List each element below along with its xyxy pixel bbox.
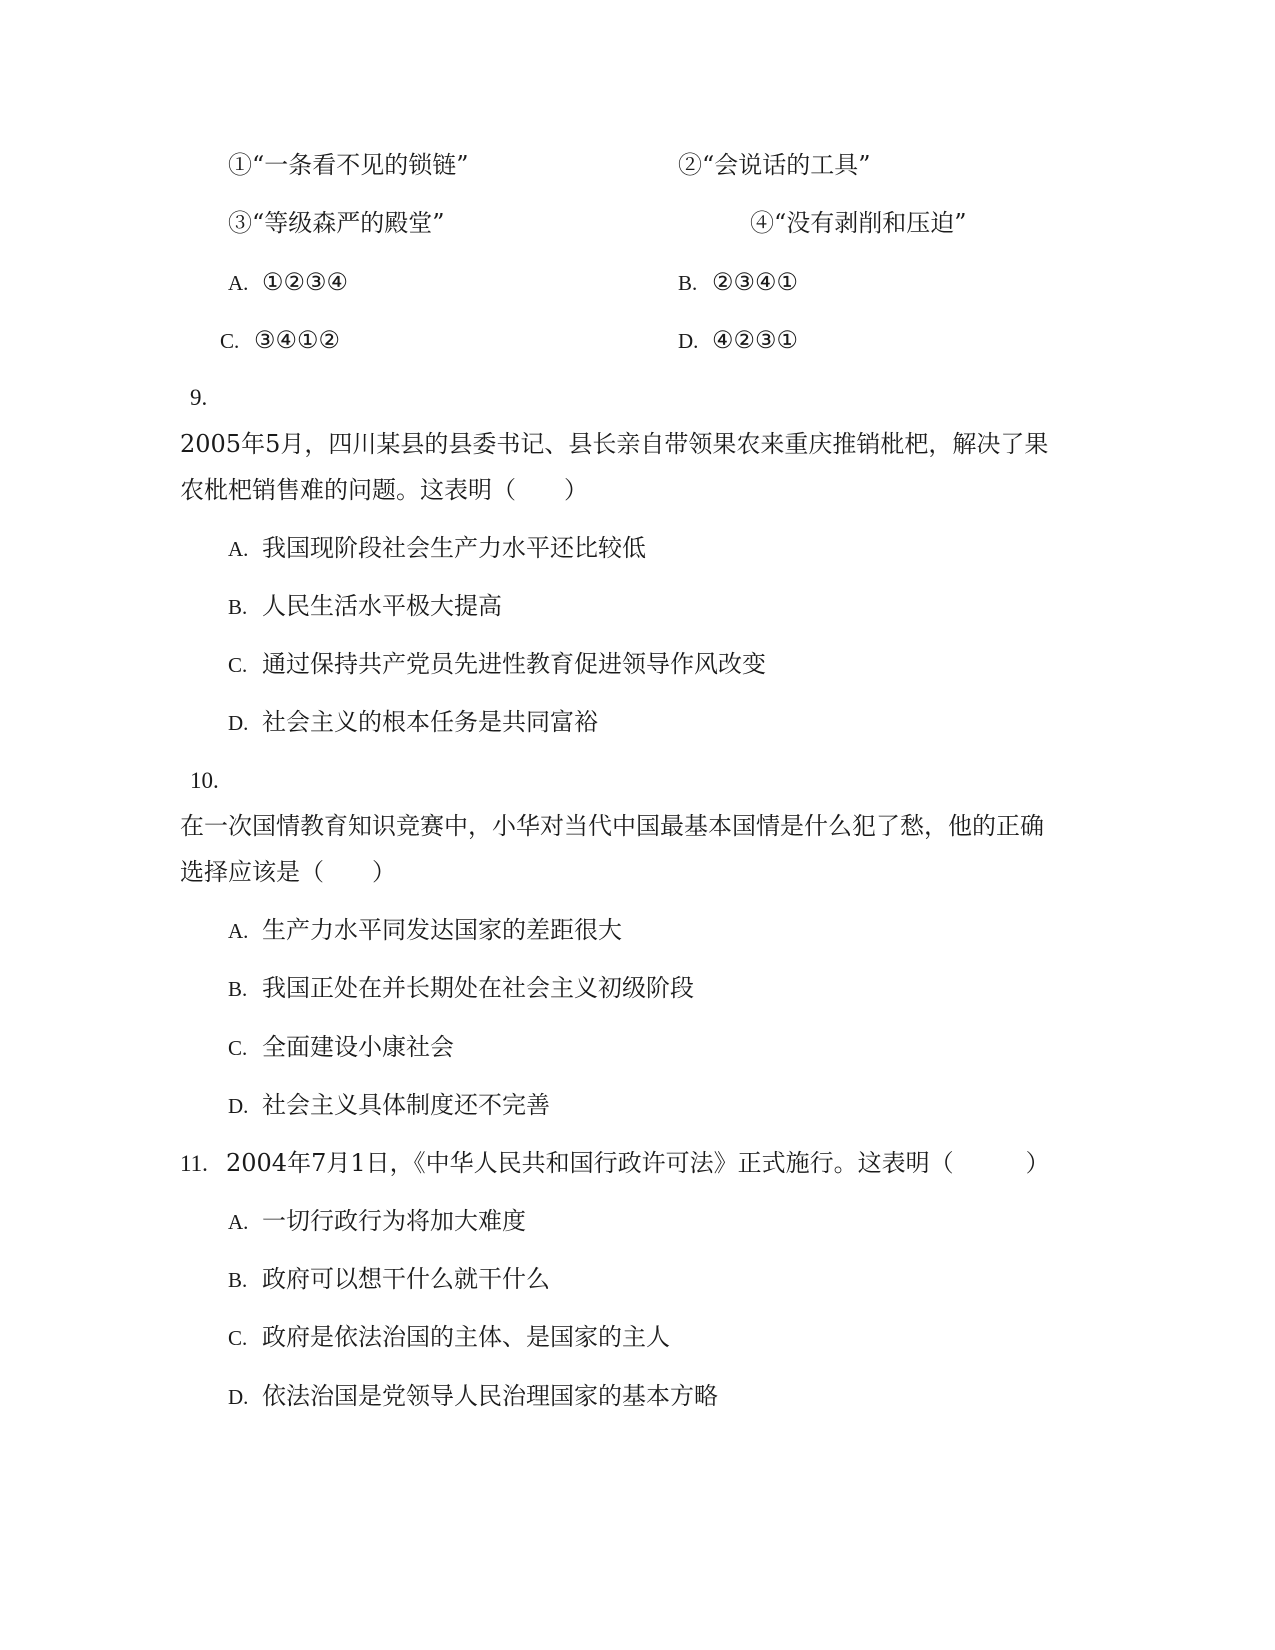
option-text: 社会主义具体制度还不完善: [262, 1091, 550, 1119]
q10-option-d: [228, 1089, 550, 1121]
option-text: ④②③①: [712, 326, 799, 354]
q10-number: 10.: [190, 768, 219, 793]
q9-option-c: [228, 648, 766, 680]
q11-option-c: [228, 1321, 670, 1353]
q9-stem-line1: 2005年5月，四川某县的县委书记、县长亲自带领果农来重庆推销枇杷，解决了果: [180, 430, 1049, 458]
option-label: A.: [228, 919, 249, 943]
q8-item-1: ①“一条看不见的锁链”: [228, 151, 469, 179]
option-text: 政府可以想干什么就干什么: [262, 1265, 550, 1293]
option-text: 生产力水平同发达国家的差距很大: [262, 916, 622, 944]
q9-stem-line2: 农枇杷销售难的问题。这表明（ ）: [180, 476, 588, 504]
q10-option-b: [228, 972, 694, 1004]
q8-option-d: [678, 324, 798, 356]
q9-option-b: [228, 590, 502, 622]
q11-stem-line: [180, 1147, 1050, 1179]
q9-option-a: [228, 532, 646, 564]
option-label: A.: [228, 1210, 249, 1234]
option-label: C.: [228, 1036, 248, 1060]
q8-option-c: [220, 324, 340, 356]
option-label: D.: [228, 711, 249, 735]
q8-item-2: ②“会说话的工具”: [678, 151, 871, 179]
option-text: ③④①②: [254, 326, 341, 354]
option-text: ②③④①: [712, 268, 799, 296]
option-label: C.: [228, 1326, 248, 1350]
option-label: C.: [220, 329, 240, 353]
q9-option-d: [228, 706, 598, 738]
q10-option-c: [228, 1031, 454, 1063]
q10-option-a: [228, 914, 622, 946]
q11-option-a: [228, 1205, 526, 1237]
option-text: 人民生活水平极大提高: [262, 592, 502, 620]
q11-number: 11.: [180, 1151, 208, 1176]
option-label: D.: [228, 1094, 249, 1118]
option-text: ①②③④: [262, 268, 349, 296]
q8-option-a: [228, 266, 348, 298]
q8-option-b: [678, 266, 798, 298]
option-text: 政府是依法治国的主体、是国家的主人: [262, 1323, 670, 1351]
option-label: B.: [228, 1268, 248, 1292]
q9-number: 9.: [190, 385, 208, 410]
q11-stem: 2004年7月1日，《中华人民共和国行政许可法》正式施行。这表明（ ）: [226, 1149, 1050, 1177]
q11-option-d: [228, 1380, 718, 1412]
q10-stem-line2: 选择应该是（ ）: [180, 858, 396, 886]
option-text: 社会主义的根本任务是共同富裕: [262, 708, 598, 736]
option-label: B.: [678, 271, 698, 295]
option-label: C.: [228, 653, 248, 677]
option-text: 依法治国是党领导人民治理国家的基本方略: [262, 1382, 718, 1410]
q11-option-b: [228, 1263, 550, 1295]
q10-stem-line1: 在一次国情教育知识竞赛中，小华对当代中国最基本国情是什么犯了愁，他的正确: [180, 812, 1044, 840]
option-text: 一切行政行为将加大难度: [262, 1207, 526, 1235]
option-text: 我国正处在并长期处在社会主义初级阶段: [262, 974, 694, 1002]
option-text: 我国现阶段社会生产力水平还比较低: [262, 534, 646, 562]
option-label: B.: [228, 977, 248, 1001]
option-label: D.: [678, 329, 699, 353]
q8-item-4: ④“没有剥削和压迫”: [750, 209, 967, 237]
option-text: 全面建设小康社会: [262, 1033, 454, 1061]
option-label: D.: [228, 1385, 249, 1409]
option-label: B.: [228, 595, 248, 619]
option-label: A.: [228, 537, 249, 561]
option-label: A.: [228, 271, 249, 295]
q8-item-3: ③“等级森严的殿堂”: [228, 209, 445, 237]
option-text: 通过保持共产党员先进性教育促进领导作风改变: [262, 650, 766, 678]
